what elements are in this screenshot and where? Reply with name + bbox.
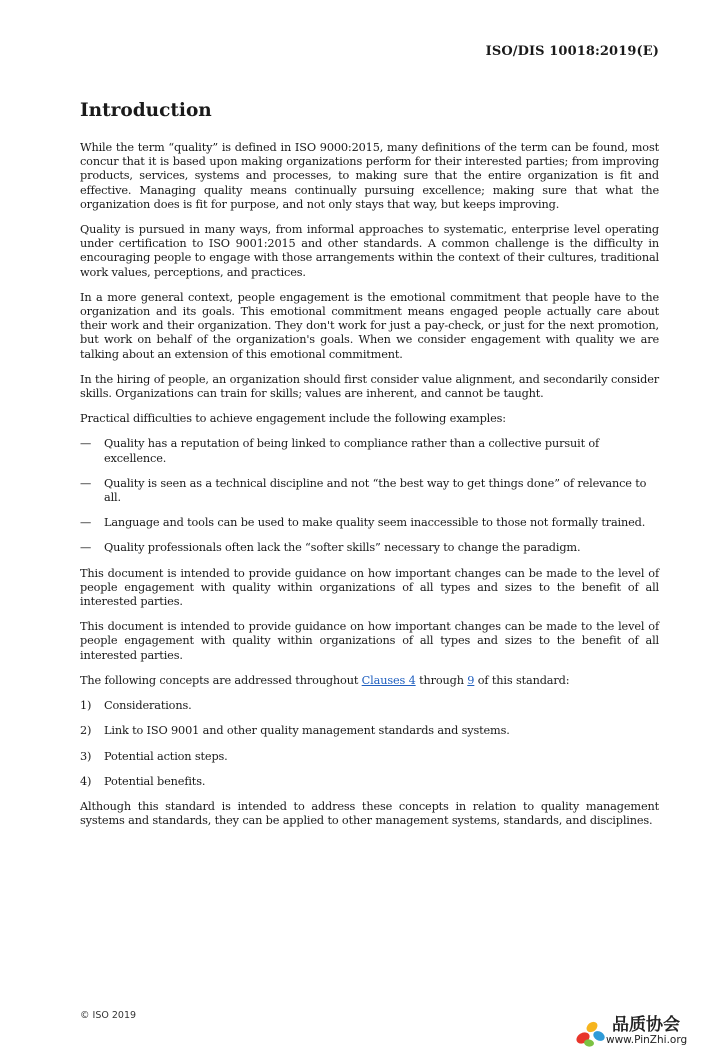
paragraph-guidance: This document is intended to provide guidance on how important changes can be made to the level of people engagement with quality within organizations of all types and sizes to the benefit of all interested parties. bbox=[80, 566, 659, 609]
paragraph-closing: Although this standard is intended to address these concepts in relation to quality management systems and standards, they can be applied to other management systems, standards, and disciplines. bbox=[80, 799, 659, 828]
concepts-intro-middle: through bbox=[415, 673, 468, 687]
list-number: 2) bbox=[80, 724, 92, 738]
list-item bbox=[80, 724, 659, 738]
list-number: 3) bbox=[80, 749, 92, 763]
list-number: 4) bbox=[80, 774, 92, 788]
list-item bbox=[80, 750, 659, 764]
list-item-text: Language and tools can be used to make quality seem inaccessible to those not formally trained. bbox=[104, 516, 646, 530]
list-item bbox=[80, 477, 659, 505]
dash-marker: — bbox=[80, 541, 92, 555]
list-item-text: Quality is seen as a technical discipline and not “the best way to get things done” of relevance to all. bbox=[104, 476, 647, 505]
dash-marker: — bbox=[80, 516, 92, 530]
concepts-intro-before: The following concepts are addressed throughout bbox=[80, 673, 362, 687]
list-item-text: Link to ISO 9001 and other quality management standards and systems. bbox=[104, 724, 510, 738]
list-item-text: Potential action steps. bbox=[104, 749, 228, 763]
dash-marker: — bbox=[80, 476, 92, 490]
list-item bbox=[80, 516, 659, 530]
pinzhi-logo-icon bbox=[572, 1014, 608, 1048]
paragraph-hiring: In the hiring of people, an organization should first consider value alignment, and secondarily consider skills. Organizations can train for skills; values are inherent, and cannot be taught. bbox=[80, 372, 659, 401]
list-item-text: Quality has a reputation of being linked to compliance rather than a collective pursuit of excellence. bbox=[104, 437, 600, 465]
section-title: Introduction bbox=[80, 100, 212, 121]
list-item bbox=[80, 541, 659, 555]
paragraph-practical-difficulties: Practical difficulties to achieve engagement include the following examples: bbox=[80, 412, 506, 426]
clause-9-link[interactable]: 9 bbox=[467, 673, 475, 687]
list-item-text: Considerations. bbox=[104, 699, 192, 713]
document-id-header: ISO/DIS 10018:2019(E) bbox=[485, 44, 659, 59]
paragraph-quality-definition: While the term “quality” is defined in ISO 9000:2015, many definitions of the term can be found, most concur that it is based upon making organizations perform for their interested parties; from improving products, services, systems and processes, to making sure that the entire organization is fit and effective. Managing quality means continually pursuing excellence; making sure that what the organization does is fit for purpose, and not only stays that way, but keeps improving. bbox=[80, 141, 659, 211]
clauses-4-link[interactable]: Clauses 4 bbox=[361, 673, 416, 687]
paragraph-quality-pursued: Quality is pursued in many ways, from informal approaches to systematic, enterprise level operating under certification to ISO 9001:2015 and other standards. A common challenge is the difficulty in encouraging people to engage with those arrangements within the context of their cultures, traditional work values, perceptions, and practices. bbox=[80, 223, 659, 279]
dash-marker: — bbox=[80, 437, 92, 451]
document-body bbox=[80, 141, 659, 839]
list-item bbox=[80, 699, 659, 713]
watermark bbox=[572, 1008, 700, 1050]
list-item bbox=[80, 775, 659, 789]
paragraph-people-engagement: In a more general context, people engagement is the emotional commitment that people have to the organization and its goals. This emotional commitment means engaged people actually care about their work and their organization. They don't work for just a pay-check, or just for the next promotion, but work on behalf of the organization's goals. When we consider engagement with quality we are talking about an extension of this emotional commitment. bbox=[80, 290, 659, 361]
list-item bbox=[80, 437, 659, 465]
concepts-intro-after: of this standard: bbox=[474, 673, 570, 687]
copyright-footer: © ISO 2019 bbox=[80, 1010, 137, 1021]
paragraph-guidance-repeat: This document is intended to provide guidance on how important changes can be made to the level of people engagement with quality within organizations of all types and sizes to the benefit of all interested parties. bbox=[80, 620, 659, 662]
list-number: 1) bbox=[80, 699, 92, 713]
list-item-text: Quality professionals often lack the “softer skills” necessary to change the paradigm. bbox=[104, 541, 581, 555]
paragraph-concepts-intro bbox=[80, 674, 659, 688]
watermark-url: www.PinZhi.org bbox=[606, 1034, 688, 1046]
list-item-text: Potential benefits. bbox=[104, 774, 206, 788]
watermark-name: 品质协会 bbox=[612, 1015, 680, 1035]
